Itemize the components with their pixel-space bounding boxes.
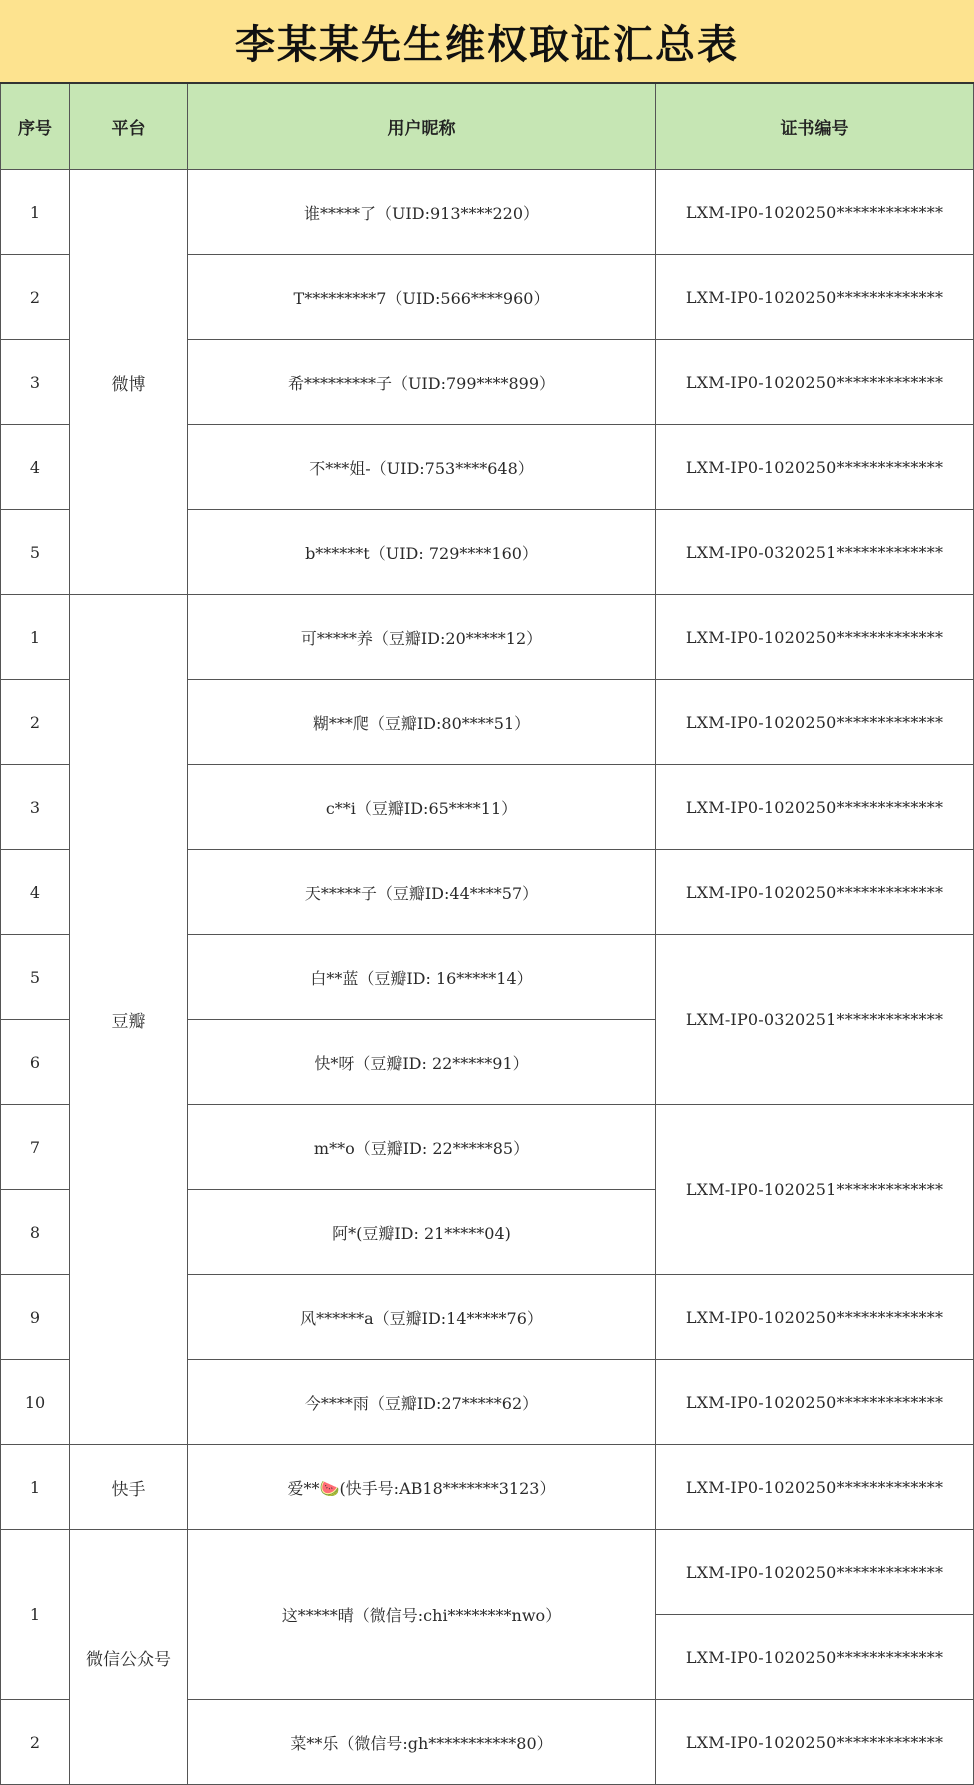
header-platform: 平台	[70, 84, 188, 170]
row-index: 10	[0, 1360, 70, 1445]
row-certificate: LXM-IP0-1020250*************	[656, 680, 974, 765]
platform-weibo: 微博	[70, 170, 188, 595]
row-certificate: LXM-IP0-1020250*************	[656, 850, 974, 935]
row-index: 7	[0, 1105, 70, 1190]
row-certificate: LXM-IP0-1020250*************	[656, 765, 974, 850]
header-index: 序号	[0, 84, 70, 170]
row-nickname: m**o（豆瓣ID: 22*****85）	[188, 1105, 656, 1190]
row-certificate: LXM-IP0-1020250*************	[656, 340, 974, 425]
row-nickname: 今****雨（豆瓣ID:27*****62）	[188, 1360, 656, 1445]
platform-wechat: 微信公众号	[70, 1530, 188, 1785]
row-index: 1	[0, 170, 70, 255]
row-nickname: 快*呀（豆瓣ID: 22*****91）	[188, 1020, 656, 1105]
row-certificate: LXM-IP0-1020250*************	[656, 1700, 974, 1785]
row-index: 1	[0, 1530, 70, 1700]
row-certificate: LXM-IP0-1020250*************	[656, 170, 974, 255]
row-nickname: 这*****晴（微信号:chi********nwo）	[188, 1530, 656, 1700]
row-index: 4	[0, 425, 70, 510]
row-nickname: 白**蓝（豆瓣ID: 16*****14）	[188, 935, 656, 1020]
row-nickname: c**i（豆瓣ID:65****11）	[188, 765, 656, 850]
header-nickname: 用户昵称	[188, 84, 656, 170]
row-nickname: 爱**🍉(快手号:AB18*******3123）	[188, 1445, 656, 1530]
row-index: 1	[0, 1445, 70, 1530]
row-certificate: LXM-IP0-1020250*************	[656, 595, 974, 680]
row-nickname: 不***姐-（UID:753****648）	[188, 425, 656, 510]
row-nickname: 谁*****了（UID:913****220）	[188, 170, 656, 255]
row-certificate: LXM-IP0-1020250*************	[656, 1530, 974, 1615]
row-index: 2	[0, 255, 70, 340]
row-nickname: 糊***爬（豆瓣ID:80****51）	[188, 680, 656, 765]
row-certificate: LXM-IP0-1020250*************	[656, 255, 974, 340]
row-nickname: 阿*(豆瓣ID: 21*****04)	[188, 1190, 656, 1275]
row-index: 1	[0, 595, 70, 680]
title-bar	[0, 0, 974, 84]
row-certificate: LXM-IP0-0320251*************	[656, 510, 974, 595]
header-certificate: 证书编号	[656, 84, 974, 170]
row-nickname: 希*********子（UID:799****899）	[188, 340, 656, 425]
row-certificate-merged: LXM-IP0-0320251*************	[656, 935, 974, 1105]
row-index: 2	[0, 680, 70, 765]
row-certificate: LXM-IP0-1020250*************	[656, 1445, 974, 1530]
row-index: 5	[0, 510, 70, 595]
page-title: 李某某先生维权取证汇总表	[235, 21, 739, 68]
row-index: 5	[0, 935, 70, 1020]
evidence-table	[0, 84, 974, 1753]
row-certificate: LXM-IP0-1020250*************	[656, 1360, 974, 1445]
row-nickname: 风******a（豆瓣ID:14*****76）	[188, 1275, 656, 1360]
row-index: 9	[0, 1275, 70, 1360]
row-certificate: LXM-IP0-1020250*************	[656, 1275, 974, 1360]
row-certificate: LXM-IP0-1020250*************	[656, 425, 974, 510]
row-nickname: T*********7（UID:566****960）	[188, 255, 656, 340]
row-index: 3	[0, 765, 70, 850]
row-index: 8	[0, 1190, 70, 1275]
row-nickname: 可*****养（豆瓣ID:20*****12）	[188, 595, 656, 680]
row-index: 6	[0, 1020, 70, 1105]
row-nickname: 天*****子（豆瓣ID:44****57）	[188, 850, 656, 935]
row-index: 3	[0, 340, 70, 425]
row-index: 2	[0, 1700, 70, 1785]
row-nickname: 菜**乐（微信号:gh***********80）	[188, 1700, 656, 1785]
row-certificate-merged: LXM-IP0-1020251*************	[656, 1105, 974, 1275]
row-nickname: b******t（UID: 729****160）	[188, 510, 656, 595]
platform-kuaishou: 快手	[70, 1445, 188, 1530]
row-certificate: LXM-IP0-1020250*************	[656, 1615, 974, 1700]
row-index: 4	[0, 850, 70, 935]
platform-douban: 豆瓣	[70, 595, 188, 1445]
